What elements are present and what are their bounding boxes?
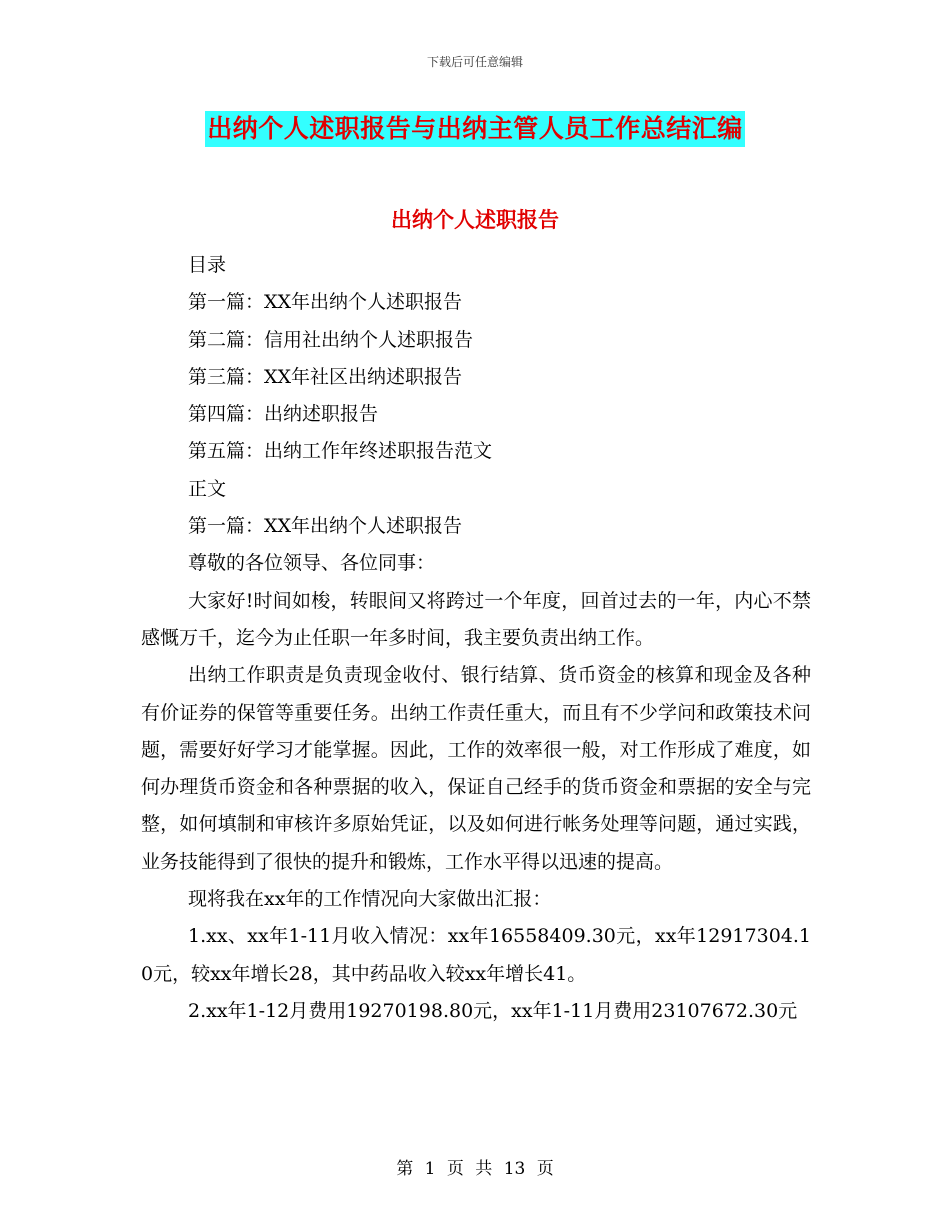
main-title-container xyxy=(0,111,950,147)
paragraph: 大家好!时间如梭，转眼间又将跨过一个年度，回首过去的一年，内心不禁感慨万千，迄今为止任职一年多时间，我主要负责出纳工作。 xyxy=(141,589,811,649)
toc-item: 第三篇：XX年社区出纳述职报告 xyxy=(188,365,463,388)
chapter-title: 第一篇：XX年出纳个人述职报告 xyxy=(188,515,463,538)
paragraph: 现将我在xx年的工作情况向大家做出汇报： xyxy=(188,888,552,911)
document-body xyxy=(141,247,811,1030)
section-title: 出纳个人述职报告 xyxy=(391,207,559,232)
toc-item: 第二篇：信用社出纳个人述职报告 xyxy=(188,328,474,351)
paragraph: 2.xx年1-12月费用19270198.80元，xx年1-11月费用23107672.30元 xyxy=(188,999,798,1022)
salutation: 尊敬的各位领导、各位同事： xyxy=(188,552,436,575)
toc-item: 第四篇：出纳述职报告 xyxy=(188,403,379,426)
toc-item: 第五篇：出纳工作年终述职报告范文 xyxy=(188,440,493,463)
toc-item: 第一篇：XX年出纳个人述职报告 xyxy=(188,291,463,314)
page-footer: 第 1 页 共 13 页 xyxy=(396,1159,554,1179)
toc-heading: 目录 xyxy=(188,254,227,276)
paragraph: 1.xx、xx年1-11月收入情况：xx年16558409.30元，xx年12917304.10元，较xx年增长28，其中药品收入较xx年增长41。 xyxy=(141,925,811,985)
main-title: 出纳个人述职报告与出纳主管人员工作总结汇编 xyxy=(205,111,745,147)
header-note: 下载后可任意编辑 xyxy=(426,55,523,69)
body-heading: 正文 xyxy=(188,477,227,500)
paragraph: 出纳工作职责是负责现金收付、银行结算、货币资金的核算和现金及各种有价证券的保管等重要任务。出纳工作责任重大，而且有不少学问和政策技术问题，需要好好学习才能掌握。因此，工作的效率很一般，对工作形成了难度，如何办理货币资金和各种票据的收入，保证自己经手的货币资金和票据的安全与完整，如何填制和审核许多原始凭证，以及如何进行帐务处理等问题，通过实践，业务技能得到了很快的提升和锻炼，工作水平得以迅速的提高。 xyxy=(141,664,811,873)
